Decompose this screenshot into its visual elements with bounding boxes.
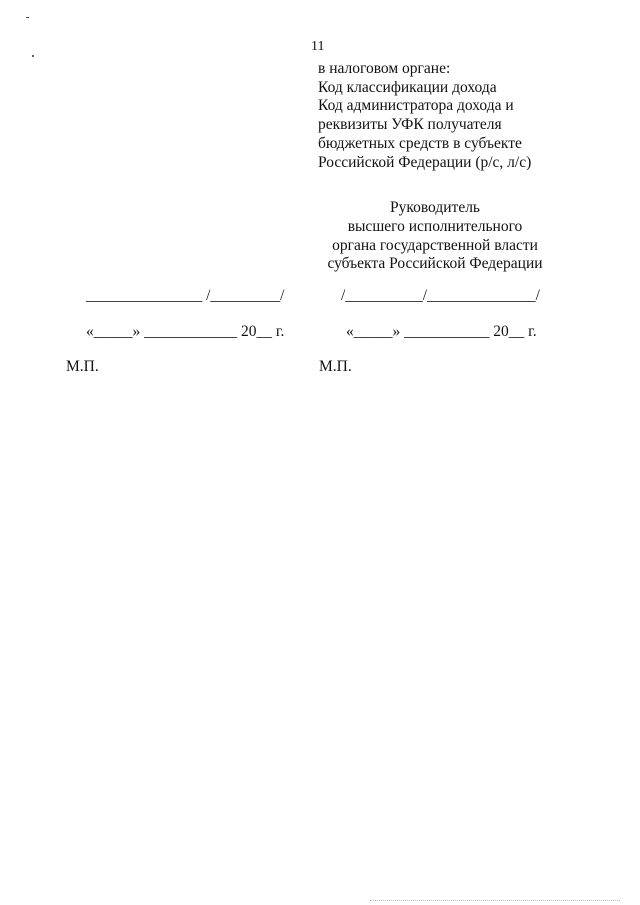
tax-details-line: Российской Федерации (р/с, л/с) bbox=[318, 153, 532, 171]
tax-details-line: Код классификации дохода bbox=[318, 78, 497, 96]
signer-title-line: органа государственной власти bbox=[332, 236, 538, 254]
left-date-line: «_____» ____________ 20__ г. bbox=[86, 323, 285, 340]
tax-details-line: в налоговом органе: bbox=[318, 60, 451, 77]
tax-details-block bbox=[318, 60, 531, 172]
right-signature-line: /__________/______________/ bbox=[341, 287, 540, 304]
tax-details-line: реквизиты УФК получателя bbox=[318, 116, 502, 134]
page-number: 11 bbox=[311, 39, 325, 54]
signer-title-line: высшего исполнительного bbox=[347, 217, 523, 235]
tax-details-line: бюджетных средств в субъекте bbox=[318, 134, 522, 152]
scan-edge-line bbox=[370, 900, 620, 901]
left-stamp-place: М.П. bbox=[66, 358, 99, 375]
signer-title-block bbox=[304, 199, 566, 274]
tax-details-line: Код администратора дохода и bbox=[318, 97, 514, 115]
signer-title-line: Руководитель bbox=[389, 199, 481, 216]
left-signature-line: _______________ /_________/ bbox=[86, 287, 285, 304]
scan-speck bbox=[32, 55, 34, 57]
scan-speck bbox=[26, 17, 29, 18]
right-stamp-place: М.П. bbox=[319, 358, 352, 375]
right-date-line: «_____» ___________ 20__ г. bbox=[346, 323, 537, 340]
signer-title-line: субъекта Российской Федерации bbox=[327, 255, 543, 273]
